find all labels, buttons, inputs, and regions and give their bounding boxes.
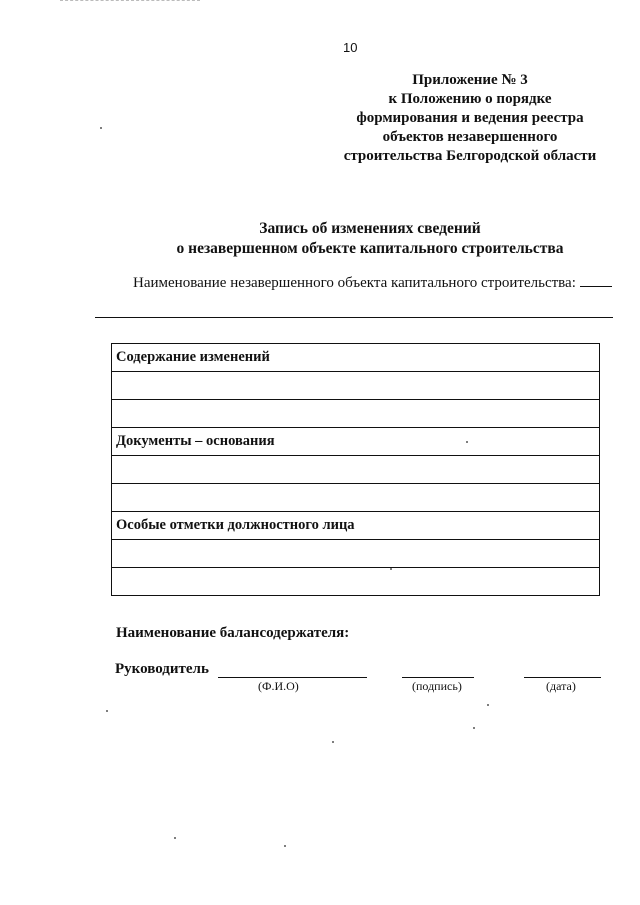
- appendix-line: к Положению о порядке: [388, 91, 552, 107]
- document-title: [120, 219, 620, 259]
- table-row: [112, 372, 600, 400]
- signature-blank: [402, 677, 474, 678]
- fio-caption: (Ф.И.О): [258, 679, 299, 693]
- table-row: [112, 540, 600, 568]
- title-line-2: о незавершенном объекте капитального строительства: [176, 240, 564, 257]
- table-cell: [112, 568, 600, 596]
- table-cell: [112, 540, 600, 568]
- holder-label: Наименование балансодержателя:: [116, 625, 350, 641]
- table-row: [112, 484, 600, 512]
- object-name-underline: [95, 317, 613, 318]
- fio-blank: [218, 677, 367, 678]
- scan-speck: [100, 127, 102, 129]
- signature-caption: (подпись): [412, 679, 462, 693]
- appendix-line: объектов незавершенного: [382, 129, 558, 145]
- table-section-heading: Содержание изменений: [112, 344, 600, 372]
- table-row: [112, 428, 600, 456]
- page-number: 10: [343, 40, 358, 55]
- signature-block: [115, 661, 615, 701]
- scan-speck: [332, 741, 334, 743]
- table-cell: [112, 400, 600, 428]
- appendix-line: формирования и ведения реестра: [356, 110, 584, 126]
- object-name-label: Наименование незавершенного объекта капитального строительства:: [133, 275, 576, 291]
- scan-speck: [390, 568, 392, 570]
- title-line-1: Запись об изменениях сведений: [259, 220, 481, 237]
- scan-speck: [466, 441, 468, 443]
- object-name-row: [133, 272, 612, 292]
- table-row: [112, 568, 600, 596]
- table-row: [112, 456, 600, 484]
- table-row: [112, 400, 600, 428]
- date-caption: (дата): [546, 679, 576, 693]
- table-cell: [112, 484, 600, 512]
- appendix-line: Приложение № 3: [412, 72, 528, 88]
- changes-table: [111, 343, 600, 596]
- scan-speck: [487, 704, 489, 706]
- scan-speck: [174, 837, 176, 839]
- table-cell: [112, 456, 600, 484]
- appendix-line: строительства Белгородской области: [343, 148, 597, 164]
- appendix-header: [330, 71, 610, 166]
- scan-speck: [106, 710, 108, 712]
- date-blank: [524, 677, 601, 678]
- table-cell: [112, 372, 600, 400]
- scan-speck: [473, 727, 475, 729]
- scan-top-marks: [60, 0, 200, 3]
- table-section-heading: Особые отметки должностного лица: [112, 512, 600, 540]
- object-name-blank: [580, 272, 612, 287]
- table-row: [112, 512, 600, 540]
- scan-speck: [284, 845, 286, 847]
- table-section-heading: Документы – основания: [112, 428, 600, 456]
- table-row: [112, 344, 600, 372]
- head-label: Руководитель: [115, 661, 209, 677]
